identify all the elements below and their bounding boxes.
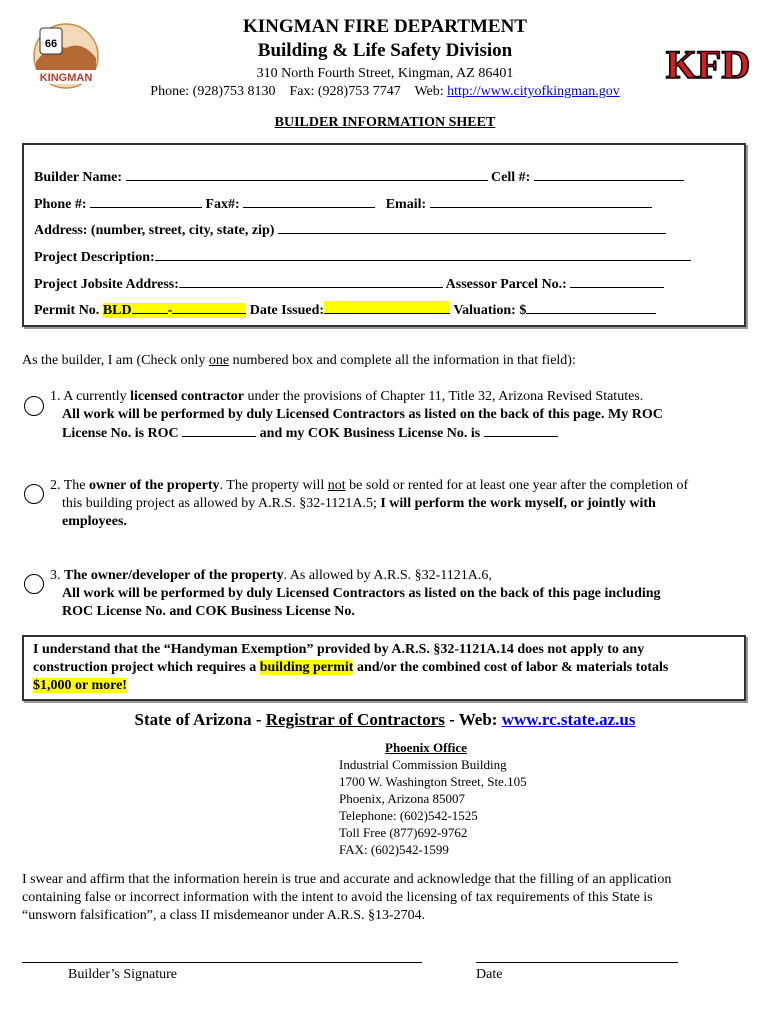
- option-2-radio[interactable]: [24, 484, 44, 504]
- fax-text: Fax: (928)753 7747: [289, 84, 401, 99]
- project-description-field[interactable]: [155, 248, 691, 261]
- roc-license-field[interactable]: [182, 424, 256, 437]
- cell-field[interactable]: [534, 168, 684, 181]
- valuation-field[interactable]: [526, 301, 656, 314]
- registrar-heading: State of Arizona - Registrar of Contractors - Web: www.rc.state.az.us: [134, 710, 636, 729]
- date-issued-label: Date Issued:: [249, 303, 325, 318]
- jobsite-row: [34, 275, 664, 293]
- phone-field[interactable]: [90, 195, 202, 208]
- builder-name-label: Builder Name:: [34, 170, 123, 185]
- department-title: KINGMAN FIRE DEPARTMENT: [243, 16, 527, 37]
- fax-field[interactable]: [243, 195, 375, 208]
- phone-text: Phone: (928)753 8130: [150, 84, 276, 99]
- contact-line: [0, 84, 770, 100]
- phone-row: [34, 195, 652, 213]
- address-field[interactable]: [278, 221, 666, 234]
- phone-label: Phone #:: [34, 197, 87, 212]
- date-label: Date: [476, 967, 503, 982]
- valuation-label: Valuation: $: [453, 303, 527, 318]
- permit-row: [34, 301, 656, 319]
- option-1-text: 1. A currently licensed contractor under the provisions of Chapter 11, Title 32, Arizona Revised Statutes. All work will be performed by duly Licensed Contractors as listed on the back of this page. My ROC License No. is ROC and my COK Business License No. is: [50, 389, 663, 441]
- date-issued-field[interactable]: [324, 301, 450, 314]
- cok-license-field[interactable]: [484, 424, 558, 437]
- option-3-radio[interactable]: [24, 574, 44, 594]
- web-label: Web:: [414, 84, 444, 99]
- builder-signature-label: Builder’s Signature: [68, 967, 178, 982]
- division-title: Building & Life Safety Division: [257, 40, 513, 61]
- permit-label: Permit No.: [34, 303, 100, 318]
- cell-label: Cell #:: [491, 170, 531, 185]
- option-2-text: 2. The owner of the property. The property will not be sold or rented for at least one year after the completion of this building project as allowed by A.R.S. §32-1121A.5; I will perform the work myself, or jointly with employees.: [50, 478, 689, 529]
- option-3-text: 3. The owner/developer of the property. As allowed by A.R.S. §32-1121A.6, All work will be performed by duly Licensed Contractors as listed on the back of this page including ROC License No. and COK Business License No.: [50, 568, 661, 619]
- phoenix-office-block: Phoenix Office Industrial Commission Building 1700 W. Washington Street, Ste.105 Phoenix, Arizona 85007 Telephone: (602)542-1525 Toll Free (877)692-9762 FAX: (602)542-1599: [339, 740, 527, 857]
- permit-prefix[interactable]: BLD -: [103, 303, 246, 318]
- fax-label: Fax#:: [205, 197, 240, 212]
- address-row: [34, 221, 666, 239]
- jobsite-field[interactable]: [179, 275, 443, 288]
- affirmation-text: I swear and affirm that the information herein is true and accurate and acknowledge that the filling of an application containing false or incorrect information with the intent to avoid the licensing of tax requirements of this State is “unsworn falsification”, a class II misdemeanor under A.R.S. §13-2704.: [22, 872, 672, 923]
- email-field[interactable]: [430, 195, 652, 208]
- address-label: Address: (number, street, city, state, zip): [34, 223, 275, 238]
- assessor-label: Assessor Parcel No.:: [445, 277, 567, 292]
- builder-name-field[interactable]: [126, 168, 488, 181]
- sheet-title: BUILDER INFORMATION SHEET: [274, 115, 496, 130]
- svg-text:66: 66: [44, 38, 58, 50]
- handyman-warning-text: I understand that the “Handyman Exemption” provided by A.R.S. §32-1121A.14 does not apply to any construction project which requires a building permit and/or the combined cost of labor & materials totals $1,000 or more!: [33, 642, 669, 693]
- website-link[interactable]: http://www.cityofkingman.gov: [447, 84, 620, 99]
- permit-field-b[interactable]: [172, 301, 246, 314]
- registrar-link[interactable]: www.rc.state.az.us: [501, 710, 636, 729]
- builder-signature-line[interactable]: [22, 962, 422, 963]
- project-description-row: [34, 248, 691, 266]
- date-signature-line[interactable]: [476, 962, 678, 963]
- project-description-label: Project Description:: [34, 250, 155, 265]
- svg-text:KFD: KFD: [665, 42, 751, 87]
- assessor-field[interactable]: [570, 275, 664, 288]
- permit-field-a[interactable]: [132, 301, 168, 314]
- email-label: Email:: [385, 197, 427, 212]
- department-address: 310 North Fourth Street, Kingman, AZ 86401: [256, 66, 514, 81]
- phoenix-office-title: Phoenix Office: [385, 740, 467, 755]
- builder-name-row: [34, 168, 684, 186]
- intro-text: As the builder, I am (Check only one numbered box and complete all the information in that field):: [22, 353, 576, 368]
- jobsite-label: Project Jobsite Address:: [34, 277, 179, 292]
- option-1-radio[interactable]: [24, 396, 44, 416]
- svg-text:KINGMAN: KINGMAN: [39, 72, 93, 84]
